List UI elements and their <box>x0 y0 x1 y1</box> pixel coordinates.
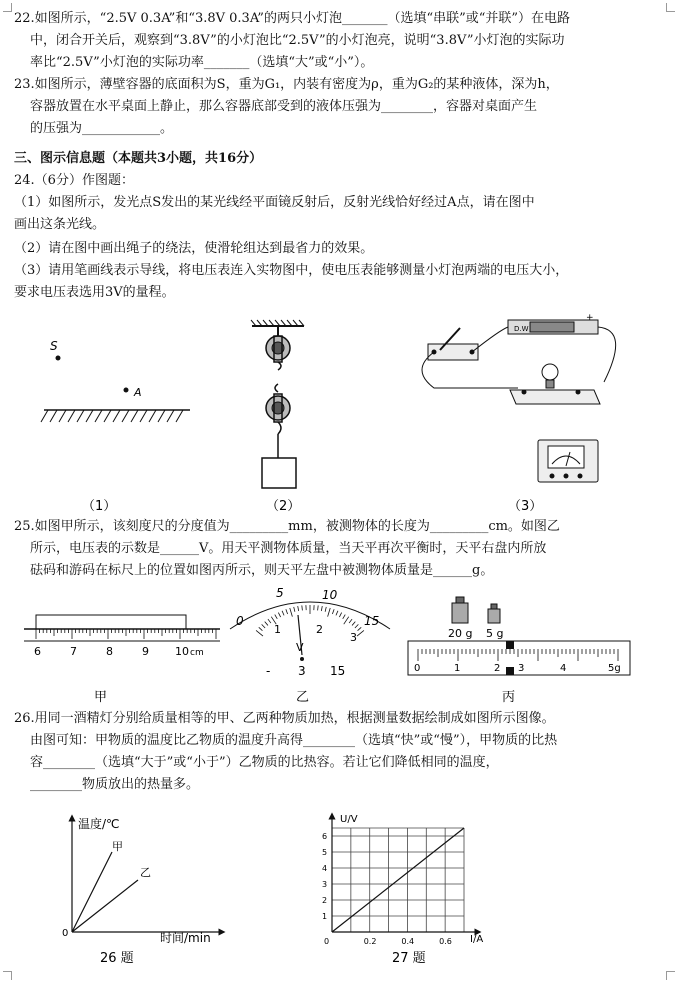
figure-27-chart <box>310 812 500 972</box>
hatch-line <box>149 410 156 422</box>
chart-x-tick-label: 0 <box>324 937 330 946</box>
dial-unit: V <box>296 641 304 654</box>
dial-tick-label: 10 <box>322 588 338 602</box>
dial-tick <box>286 609 288 614</box>
series-yi-line <box>72 880 138 932</box>
dial-inner-label: 3 <box>350 631 357 644</box>
dial-tick <box>321 606 322 611</box>
dial-tick <box>339 613 341 617</box>
dial-tick <box>352 622 355 626</box>
battery-label: D.W <box>514 325 529 333</box>
figure-24-3-circuit <box>422 313 616 482</box>
terminal-label: 15 <box>330 664 346 678</box>
svg-text:+: + <box>586 313 594 323</box>
hatch-line <box>41 410 48 422</box>
question-24-part-3-line-1: （3）请用笔画线表示导线，将电压表连入实物图中，使电压表能够测量小灯泡两端的电压大小， <box>14 263 569 278</box>
dial-inner-label: 2 <box>316 623 323 636</box>
dial-tick <box>265 622 268 626</box>
scale-tick-label: 1 <box>454 663 461 674</box>
question-26-line-2: 由图可知：甲物质的温度比乙物质的温度升高得________（选填“快”或“慢”），甲物质的比热 <box>30 733 558 748</box>
dial-tick <box>358 627 362 630</box>
ruler-tick-label: 9 <box>142 645 149 658</box>
crop-mark <box>3 3 12 12</box>
chart-y-tick-label: 3 <box>322 880 328 889</box>
figure-25 <box>20 585 670 705</box>
rider <box>506 641 514 649</box>
figure-24-1-mirror <box>41 339 190 422</box>
mass-5g <box>488 609 500 623</box>
dial-tick <box>282 611 284 616</box>
chart-y-tick-label: 6 <box>322 832 328 841</box>
hatch-line <box>113 410 120 422</box>
dial-inner-label: 1 <box>274 623 281 636</box>
dial-tick <box>343 615 346 619</box>
question-26-line-3: 容________（选填“大于”或“小于”）乙物质的比热容。若让它们降低相同的温度， <box>30 755 499 770</box>
question-23-line-1: 23.如图所示，薄壁容器的底面积为S，重为G₁，内装有密度为ρ，重为G₂的某种液体，深为h， <box>14 77 559 92</box>
hatch-line <box>176 410 183 422</box>
figure-27-caption: 27 题 <box>392 951 426 966</box>
question-24-part-2: （2）请在图中画出绳子的绕法，使滑轮组达到最省力的效果。 <box>14 241 374 256</box>
question-23-line-3: 的压强为____________。 <box>30 121 174 136</box>
scale-tick-label: 4 <box>560 663 567 674</box>
figure-25-caption-yi: 乙 <box>296 690 310 705</box>
dial-tick <box>298 606 299 611</box>
light-bulb <box>542 364 558 380</box>
dial-tick <box>302 605 303 610</box>
ruler-tick-label: 8 <box>106 645 113 658</box>
balance-scale <box>408 597 630 675</box>
chart-y-tick-label: 1 <box>322 912 328 921</box>
dial-tick <box>357 630 364 636</box>
measured-object <box>36 615 186 629</box>
chart-x-axis-label: I/A <box>470 934 484 945</box>
point-a-label: A <box>134 386 142 399</box>
hatch-line <box>167 410 174 422</box>
hatch-line <box>104 410 111 422</box>
hatch-line <box>95 410 102 422</box>
dial-tick <box>318 605 319 610</box>
mass-label-20g: 20 g <box>448 627 473 640</box>
question-26-line-1: 26.用同一酒精灯分别给质量相等的甲、乙两种物质加热，根据测量数据绘制成如图所示图像。 <box>14 711 555 726</box>
dial-tick <box>336 611 338 616</box>
figure-26-graph <box>50 810 240 970</box>
dial-tick <box>294 607 295 612</box>
chart-x-tick-label: 0.4 <box>401 937 415 946</box>
hatch-line <box>59 410 66 422</box>
chart-series-line <box>332 828 464 932</box>
question-24-part-1-line-2: 画出这条光线。 <box>14 217 106 232</box>
question-22-line-1: 22.如图所示，“2.5V 0.3A”和“3.8V 0.3A”的两只小灯泡_______（选填“串联”或“并联”）在电路 <box>14 11 571 26</box>
section-3-heading: 三、图示信息题（本题共3小题，共16分） <box>14 151 263 166</box>
dial-tick <box>349 619 352 623</box>
hatch-line <box>86 410 93 422</box>
chart-y-axis-label: U/V <box>340 814 358 825</box>
question-23-line-2: 容器放置在水平桌面上静止，那么容器底部受到的液体压强为________，容器对桌面产生 <box>30 99 538 114</box>
crop-mark <box>666 3 675 12</box>
figure-25-caption-jia: 甲 <box>94 690 108 705</box>
question-25-line-3: 砝码和游码在标尺上的位置如图丙所示，则天平左盘中被测物体质量是______g。 <box>30 563 494 578</box>
chart-x-tick-label: 0.6 <box>439 937 452 946</box>
figure-24-2-pulley <box>251 320 304 488</box>
hatch-line <box>122 410 129 422</box>
ruler-tick-label: 10 <box>175 645 189 658</box>
question-22-line-3: 率比“2.5V”小灯泡的实际功率_______（选填“大”或“小”）。 <box>30 55 374 70</box>
figure-24-caption-3: （3） <box>508 499 543 514</box>
ruler-tick-label: 7 <box>70 645 77 658</box>
scale-tick-label: 0 <box>414 663 421 674</box>
y-axis-label: 温度/℃ <box>78 817 120 831</box>
chart-x-tick-label: 0.2 <box>363 937 377 946</box>
question-24-title: 24.（6分）作图题： <box>14 173 134 188</box>
chart-y-tick-label: 5 <box>322 848 328 857</box>
hatch-line <box>140 410 147 422</box>
ruler <box>24 615 220 658</box>
dial-tick <box>355 624 358 628</box>
figure-25-caption-bing: 丙 <box>502 690 516 705</box>
question-22-line-2: 中，闭合开关后，观察到“3.8V”的小灯泡比“2.5V”的小灯泡亮，说明“3.8V”小灯泡的实际功 <box>30 33 565 48</box>
question-25-line-1: 25.如图甲所示，该刻度尺的分度值为_________mm，被测物体的长度为_________cm。如图乙 <box>14 519 560 534</box>
scale-tick-label: 2 <box>494 663 501 674</box>
question-25-line-2: 所示，电压表的示数是______V。用天平测物体质量，当天平再次平衡时，天平右盘内所放 <box>30 541 547 556</box>
dial-tick <box>344 617 349 624</box>
series-jia-line <box>72 852 112 932</box>
figure-24-caption-1: （1） <box>82 499 117 514</box>
hatch-line <box>158 410 165 422</box>
mass-20g <box>452 603 468 623</box>
terminal-label: 3 <box>298 664 306 678</box>
ruler-unit: cm <box>190 648 204 658</box>
crop-mark <box>3 971 12 980</box>
weight-block <box>262 458 296 488</box>
hatch-line <box>131 410 138 422</box>
chart-y-tick-label: 4 <box>322 864 328 873</box>
hatch-line <box>68 410 75 422</box>
point-s <box>56 356 61 361</box>
crop-mark <box>666 971 675 980</box>
dial-tick <box>278 613 280 617</box>
scale-tick-label: 5g <box>608 663 621 674</box>
mirror-hatching <box>41 410 183 422</box>
figure-24 <box>30 310 670 520</box>
point-s-label: S <box>50 339 58 353</box>
dial-tick-label: 15 <box>364 614 380 628</box>
dial-tick <box>332 609 334 614</box>
dial-tick-label: 0 <box>236 614 244 628</box>
hatch-line <box>77 410 84 422</box>
dial-tick <box>290 608 293 617</box>
figure-24-caption-2: （2） <box>266 499 301 514</box>
hatch-line <box>50 410 57 422</box>
dial-tick <box>262 624 265 628</box>
question-24-part-3-line-2: 要求电压表选用3V的量程。 <box>14 285 175 300</box>
dial-tick <box>256 630 263 636</box>
chart-y-tick-label: 2 <box>322 896 328 905</box>
figure-26-caption: 26 题 <box>100 951 134 966</box>
dial-tick <box>259 627 263 630</box>
series-yi-label: 乙 <box>140 866 151 879</box>
dial-tick <box>268 619 271 623</box>
scale-tick-label: 3 <box>518 663 525 674</box>
question-26-line-4: ________物质放出的热量多。 <box>30 777 200 792</box>
series-jia-label: 甲 <box>112 840 123 853</box>
dial-tick <box>325 607 326 612</box>
chart-series <box>332 828 464 932</box>
dial-tick <box>275 615 278 619</box>
point-a <box>124 388 129 393</box>
terminal-label: - <box>266 664 271 678</box>
mass-label-5g: 5 g <box>486 627 504 640</box>
dial-tick-label: 5 <box>276 586 284 600</box>
ruler-tick-label: 6 <box>34 645 41 658</box>
origin-label: 0 <box>62 928 69 939</box>
dial-tick <box>328 608 331 617</box>
x-axis-label: 时间/min <box>160 931 211 945</box>
question-24-part-1-line-1: （1）如图所示，发光点S发出的某光线经平面镜反射后，反射光线恰好经过A点，请在图中 <box>14 195 535 210</box>
voltmeter-dial <box>230 586 390 678</box>
